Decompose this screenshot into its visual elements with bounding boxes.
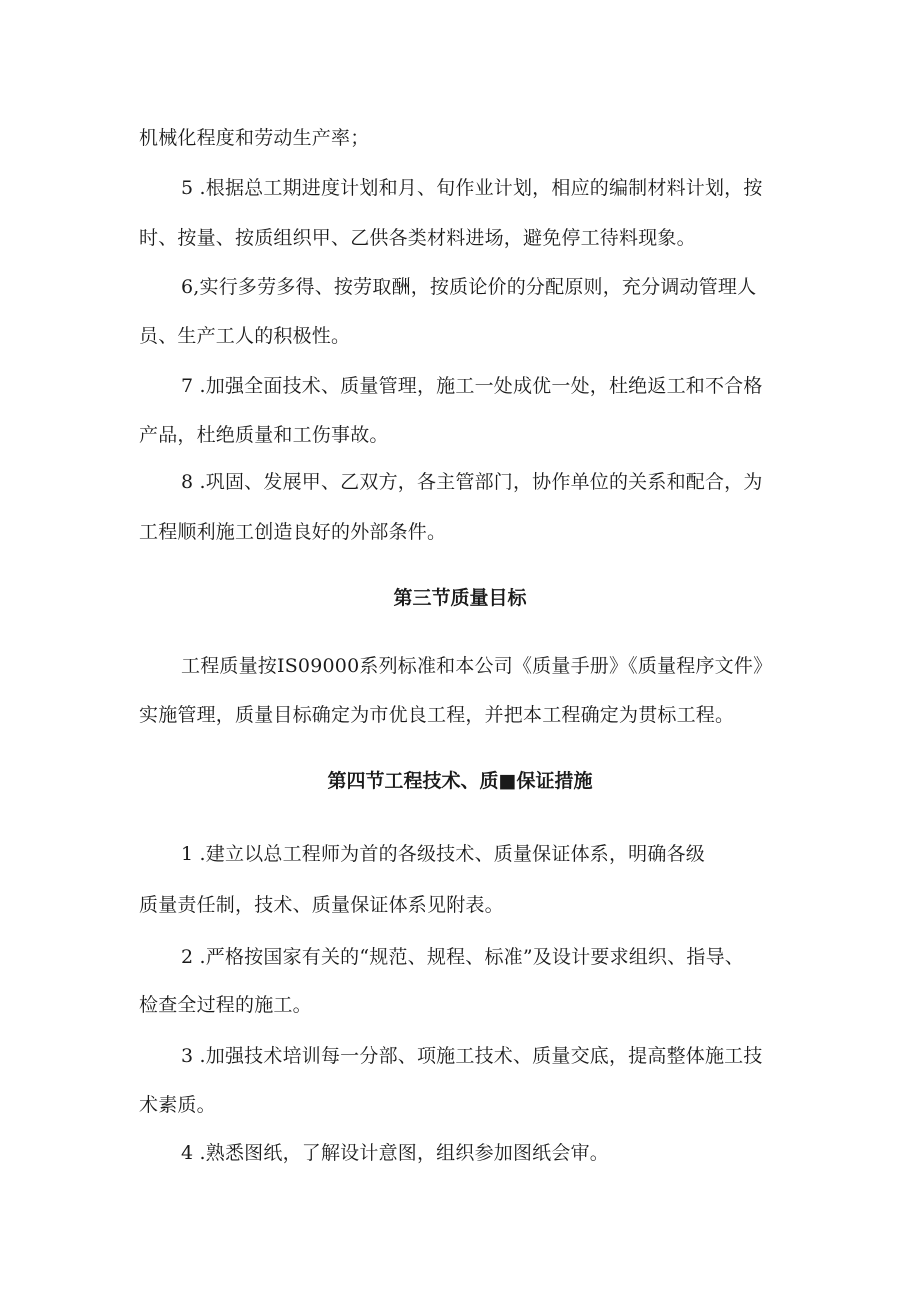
paragraph-line: 质量责任制，技术、质量保证体系见附表。 (139, 894, 504, 916)
paragraph-line: 机械化程度和劳动生产率； (139, 127, 370, 149)
paragraph-line: 5 .根据总工期进度计划和月、旬作业计划，相应的编制材料计划，按 (181, 177, 763, 199)
paragraph-line: 时、按量、按质组织甲、乙供各类材料进场，避免停工待料现象。 (139, 227, 696, 249)
paragraph-line: 工程质量按IS09000系列标准和本公司《质量手册》《质量程序文件》 (181, 655, 773, 677)
paragraph-line: 3 .加强技术培训每一分部、项施工技术、质量交底，提高整体施工技 (181, 1045, 763, 1067)
paragraph-line: 产品，杜绝质量和工伤事故。 (139, 424, 389, 446)
section-heading: 第四节工程技术、质■保证措施 (327, 770, 593, 792)
paragraph-line: 8 .巩固、发展甲、乙双方，各主管部门，协作单位的关系和配合，为 (181, 471, 763, 493)
paragraph-line: 2 .严格按国家有关的“规范、规程、标准”及设计要求组织、指导、 (181, 946, 744, 968)
paragraph-line: 员、生产工人的积极性。 (139, 325, 351, 347)
paragraph-line: 1 .建立以总工程师为首的各级技术、质量保证体系，明确各级 (181, 843, 705, 865)
paragraph-line: 术素质。 (139, 1094, 216, 1116)
paragraph-line: 工程顺利施工创造良好的外部条件。 (139, 521, 447, 543)
paragraph-line: 检查全过程的施工。 (139, 994, 312, 1016)
paragraph-line: 实施管理，质量目标确定为市优良工程，并把本工程确定为贯标工程。 (139, 704, 735, 726)
paragraph-line: 6,实行多劳多得、按劳取酬，按质论价的分配原则，充分调动管理人 (181, 276, 757, 298)
paragraph-line: 7 .加强全面技术、质量管理，施工一处成优一处，杜绝返工和不合格 (181, 375, 763, 397)
section-heading: 第三节质量目标 (393, 587, 527, 609)
paragraph-line: 4 .熟悉图纸，了解设计意图，组织参加图纸会审。 (181, 1142, 609, 1164)
